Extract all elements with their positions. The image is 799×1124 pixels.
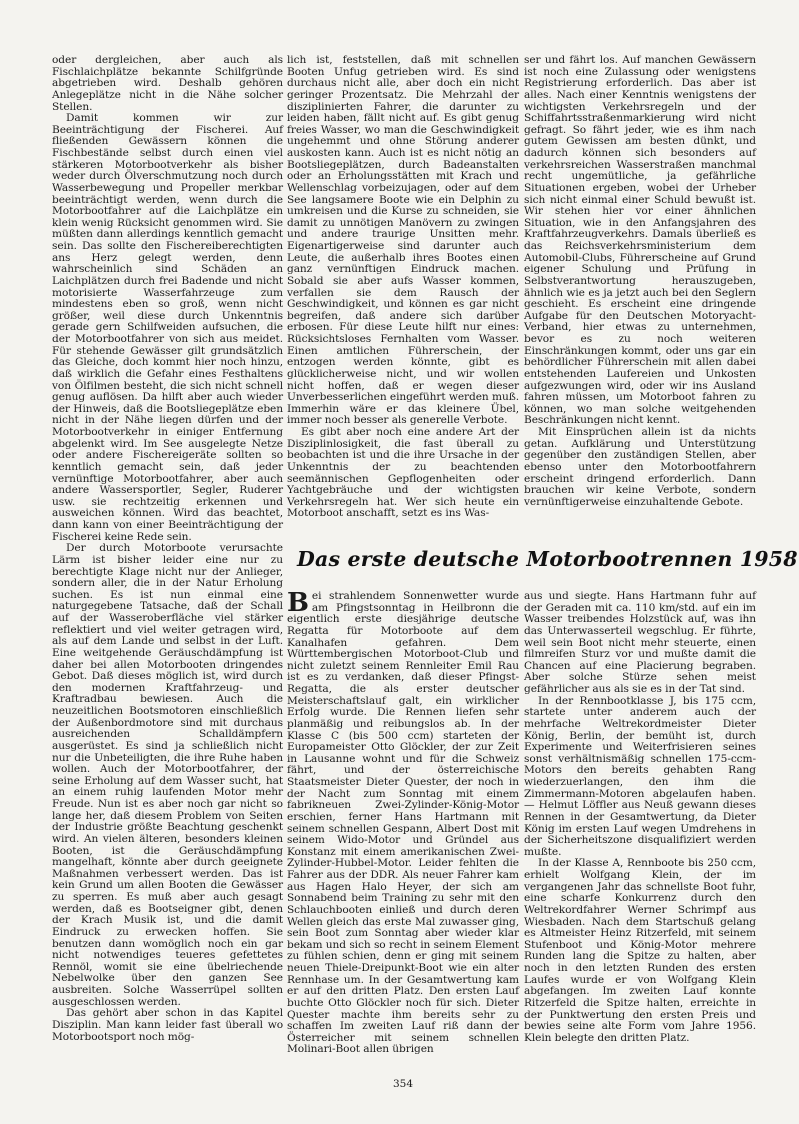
paragraph: ser und fährt los. Auf manchen Gewässern ist noch eine Zulassung oder wenigstens Registrierung erforderlich. Das aber ist alles. Nach einer Kenntnis wenigstens der wichtigsten Verkehrsregeln und der Schiffahrtsstraßenmarkierung wird nicht gefragt. So fährt jeder, wie es ihm nach gutem Gewissen am besten dünkt, und dadurch können sich besonders auf verkehrsreichen Wasserstraßen manchmal recht ungemütliche, ja gefährliche Situationen ergeben, wobei der Urheber sich nicht einmal einer Schuld bewußt ist. Wir stehen hier vor einer ähnlichen Situation, wie in den Anfangsjahren des Kraftfahrzeugverkehrs. Damals überließ es das Reichsverkehrsministerium dem Automobil-Clubs, Führerscheine auf Grund eigener Schulung und Prüfung in Selbstverantwortung herauszugeben, ähnlich wie es ja jetzt auch bei den Seglern geschieht. Es erscheint eine dringende Aufgabe für den Deutschen Motoryacht-Verband, hier etwas zu unternehmen, bevor es zu noch weiteren Einschränkungen kommt, oder uns gar ein behördlicher Führerschein mit allen dabei entstehenden Laufereien und Unkosten aufgezwungen wird, oder wir ins Ausland fahren müssen, um Motorboot fahren zu können, wo man solche weitgehenden Beschränkungen nicht kennt. bbox=[524, 54, 756, 427]
paragraph bbox=[287, 588, 519, 1056]
paragraph: oder dergleichen, aber auch als Fischlaichplätze bekannte Schilfgründe abgetrieben wird. Deshalb gehören Anlegeplätze nicht in die Nähe solcher Stellen. bbox=[52, 54, 283, 113]
paragraph: Es gibt aber noch eine andere Art der Disziplinlosigkeit, die fast überall zu beobachten ist und die ihre Ursache in der Unkenntnis der zu beachtenden seemännischen Gepflogenheiten oder Yachtgebräuche und der wichtigsten Verkehrsregeln hat. Wer sich heute ein Motorboot anschafft, setzt es ins Was- bbox=[287, 426, 519, 520]
column-2 bbox=[287, 55, 519, 520]
paragraph: In der Klasse A, Rennboote bis 250 ccm, erhielt Wolfgang Klein, der im vergangenen Jahr das schnellste Boot fuhr, eine scharfe Konkurrenz durch den Weltrekordfahrer Werner Schrimpf aus Wiesbaden. Nach dem Startschuß gelang es Altmeister Heinz Ritzerfeld, mit seinem Stufenboot und König-Motor mehrere Runden lang die Spitze zu halten, aber noch in den letzten Runden des ersten Laufes wurde er von Wolfgang Klein abgefangen. Im zweiten Lauf konnte Ritzerfeld die Spitze halten, erreichte in der Punktwertung den ersten Preis und bewies seine alte Form vom Jahre 1956. Klein belegte den dritten Platz. bbox=[524, 857, 756, 1044]
column-5 bbox=[524, 591, 756, 1044]
paragraph: Der durch Motorboote verursachte Lärm ist bisher leider eine nur zu berechtigte Klage nicht nur der Anlieger, sondern aller, die in der Natur Erholung suchen. Es ist nun einmal eine naturgegebene Tatsache, daß der Schall auf der Wasseroberfläche viel stärker reflektiert und viel weiter getragen wird, als auf dem Lande und selbst in der Luft. Eine weitgehende Geräuschdämpfung ist daher bei allen Motorbooten dringendes Gebot. Daß dieses möglich ist, wird durch den modernen Kraftfahrzeug- und Kraftradbau bewiesen. Auch die neuzeitlichen Bootsmotoren einschließlich der Außenbordmotore sind mit durchaus ausreichenden Schalldämpfern ausgerüstet. Es sind ja schließlich nicht nur die Unbeteiligten, die ihre Ruhe haben wollen. Auch der Motorbootfahrer, der seine Erholung auf dem Wasser sucht, hat an einem ruhig laufenden Motor mehr Freude. Nun ist es aber noch gar nicht so lange her, daß diesem Problem von Seiten der Industrie größte Beachtung geschenkt wird. An vielen älteren, besonders kleinen Booten, ist die Geräuschdämpfung mangelhaft, könnte aber durch geeignete Maßnahmen verbessert werden. Das ist kein Grund um allen Booten die Gewässer zu sperren. Es muß aber auch gesagt werden, daß es Bootseigner gibt, denen der Krach Musik ist, und die damit Eindruck zu erwecken hoffen. Sie benutzen dann womöglich noch ein gar nicht notwendiges teueres gefettetes Rennöl, womit sie eine übelriechende Nebelwolke über den ganzen See ausbreiten. Solche Wasserrüpel sollten ausgeschlossen werden. bbox=[52, 542, 283, 1008]
paragraph-text: ei strahlendem Sonnenwetter wurde am Pfingstsonntag in Heilbronn die eigentlich erste diesjährige deutsche Regatta für Motorboote auf dem Kanalhafen gefahren. Dem Württembergischen Motorboot-Club und nicht zuletzt seinem Rennleiter Emil Rau ist es zu verdanken, daß dieser Pfingst-Regatta, die als erster deutscher Meisterschaftslauf galt, ein wirklicher Erfolg wurde. Die Rennen liefen sehr planmäßig und reibungslos ab. In der Klasse C (bis 500 ccm) starteten der Europameister Otto Glöckler, der zur Zeit in Lausanne wohnt und für die Schweiz fährt, und der österreichische Staatsmeister Dieter Quester, der noch in der Nacht zum Sonntag mit einem fabrikneuen Zwei-Zylinder-König-Motor erschien, ferner Hans Hartmann mit seinem schnellen Gespann, Albert Dost mit seinem Wido-Motor und Gründel aus Konstanz mit einem amerikanischen Zwei-Zylinder-Hubbel-Motor. Leider fehlten die Fahrer aus der DDR. Als neuer Fahrer kam aus Hagen Halo Heyer, der sich am Sonnabend beim Training zu sehr mit den Schlauchbooten einließ und durch deren Wellen gleich das erste Mal zuwasser ging, sein Boot zum Sonntag aber wieder klar bekam und sich so recht in seinem Element zu fühlen schien, denn er ging mit seinem neuen Thiele-Dreipunkt-Boot wie ein alter Rennhase um. In der Gesamtwertung kam er auf den dritten Platz. Den ersten Lauf buchte Otto Glöckler noch für sich. Dieter Quester machte ihm bereits sehr zu schaffen Im zweiten Lauf riß dann der Österreicher mit seinem schnellen Molinari-Boot allen übrigen bbox=[287, 590, 519, 1056]
paragraph: lich ist, feststellen, daß mit schnellen Booten Unfug getrieben wird. Es sind durchaus nicht alle, aber doch ein nicht geringer Prozentsatz. Die Mehrzahl der disziplinierten Fahrer, die darunter zu leiden haben, fällt nicht auf. Es gibt genug freies Wasser, wo man die Geschwindigkeit ungehemmt und ohne Störung anderer auskosten kann. Auch ist es nicht nötig an Bootsliegeplätzen, durch Badeanstalten oder an Erholungsstätten mit Krach und Wellenschlag vorbeizujagen, oder auf dem See langsamere Boote wie ein Delphin zu umkreisen und die Kurse zu schneiden, sie damit zu unnötigen Manövern zu zwingen und andere traurige Unsitten mehr. Eigenartigerweise sind darunter auch Leute, die außerhalb ihres Bootes einen ganz vernünftigen Eindruck machen. Sobald sie aber aufs Wasser kommen, verfallen sie dem Rausch der Geschwindigkeit, und können es gar nicht begreifen, daß andere sich darüber erbosen. Für diese Leute hilft nur eines: Rücksichtsloses Fernhalten vom Wasser. Einen amtlichen Führerschein, der entzogen werden könnte, gibt es glücklicherweise nicht, und wir wollen nicht hoffen, daß er wegen dieser Unverbesserlichen eingeführt werden muß. Immerhin wäre er das kleinere Übel, immer noch besser als generelle Verbote. bbox=[287, 54, 519, 427]
article-headline: Das erste deutsche Motorbootrennen 1958 bbox=[297, 547, 798, 571]
paragraph: Mit Einsprüchen allein ist da nichts getan. Aufklärung und Unterstützung gegenüber den zuständigen Stellen, aber ebenso unter den Motorbootfahrern erscheint dringend erforderlich. Dann brauchen wir keine Verbote, sondern vernünftigerweise einzuhaltende Gebote. bbox=[524, 426, 756, 508]
paragraph: aus und siegte. Hans Hartmann fuhr auf der Geraden mit ca. 110 km/std. auf ein im Wasser treibendes Holzstück auf, was ihn das Unterwasserteil wegschlug. Er führte, weil sein Boot nicht mehr steuerte, einen filmreifen Sturz vor und mußte damit die Chancen auf eine Placierung begraben. Aber solche Stürze sehen meist gefährlicher aus als sie es in der Tat sind. bbox=[524, 590, 756, 695]
column-4 bbox=[287, 588, 519, 1056]
column-3 bbox=[524, 55, 756, 508]
page-number: 354 bbox=[393, 1078, 414, 1090]
drop-cap: B bbox=[287, 588, 309, 618]
column-1 bbox=[52, 55, 283, 1043]
paragraph: In der Rennbootklasse J, bis 175 ccm, startete unter anderem auch der mehrfache Weltrekordmeister Dieter König, Berlin, der bemüht ist, durch Experimente und Weiterfrisieren seines sonst verhältnismäßig schnellen 175-ccm-Motors den bereits gehabten Rang wiederzuerlangen, den ihm die Zimmermann-Motoren abgelaufen haben. — Helmut Löffler aus Neuß gewann dieses Rennen in der Gesamtwertung, da Dieter König im ersten Lauf wegen Umdrehens in der Sicherheitszone disqualifiziert werden mußte. bbox=[524, 694, 756, 858]
paragraph: Damit kommen wir zur Beeinträchtigung der Fischerei. Auf fließenden Gewässern können die Fischbestände selbst durch einen viel stärkeren Motorbootverkehr als bisher weder durch Ölverschmutzung noch durch Wasserbewegung und Propeller merkbar beeinträchtigt werden, wenn durch die Motorbootfahrer auf die Laichplätze ein klein wenig Rücksicht genommen wird. Sie müßten dann allerdings kenntlich gemacht sein. Das sollte den Fischereiberechtigten ans Herz gelegt werden, denn wahrscheinlich sind Schäden an Laichplätzen durch frei Badende und nicht motorisierte Wasserfahrzeuge zum mindestens eben so groß, wenn nicht größer, weil diese durch Unkenntnis gerade gern Schilfweiden aufsuchen, die der Motorbootfahrer von sich aus meidet. Für stehende Gewässer gilt grundsätzlich das Gleiche, doch kommt hier noch hinzu, daß wirklich die Gefahr eines Festhaltens von Ölfilmen besteht, die sich nicht schnell genug auflösen. Da hilft aber auch wieder der Hinweis, daß die Bootsliegeplätze eben nicht in der Nähe liegen dürfen und der Motorbootverkehr in einiger Entfernung abgelenkt wird. Im See ausgelegte Netze oder andere Fischereigeräte sollten so kenntlich gemacht sein, daß jeder vernünftige Motorbootfahrer, aber auch andere Wassersportler, Segler, Ruderer usw. sie rechtzeitig erkennen und ausweichen können. Wird das beachtet, dann kann von einer Beeinträchtigung der Fischerei keine Rede sein. bbox=[52, 112, 283, 543]
paragraph: Das gehört aber schon in das Kapitel Disziplin. Man kann leider fast überall wo Motorbootsport noch mög- bbox=[52, 1007, 283, 1043]
